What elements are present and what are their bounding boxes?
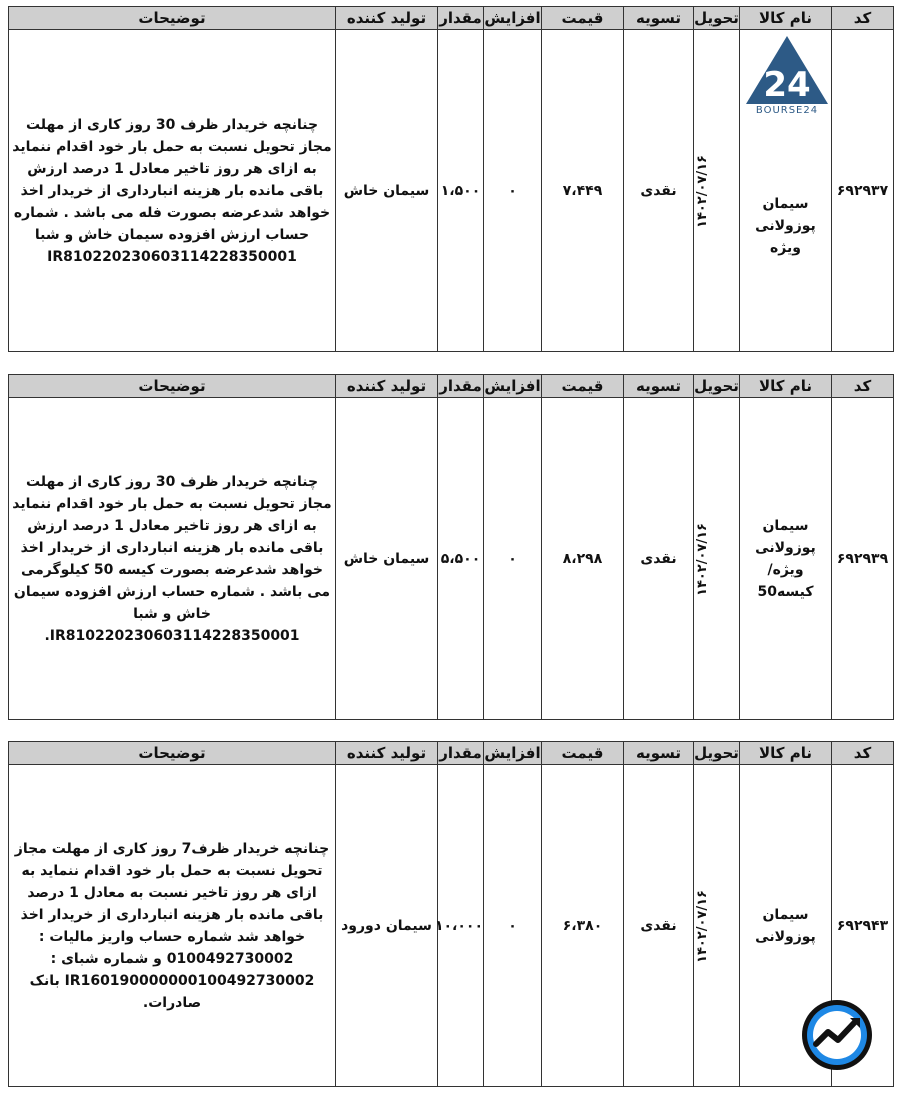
cell-increase: ۰ (484, 30, 542, 352)
header-price: قیمت (542, 7, 624, 30)
cell-price: ۶،۳۸۰ (542, 765, 624, 1087)
cell-settlement: نقدی (624, 398, 694, 720)
header-delivery: تحویل (694, 375, 740, 398)
cell-price: ۷،۴۴۹ (542, 30, 624, 352)
cell-name: سیمان پوزولانی ویژه/کیسه50 (740, 398, 832, 720)
cell-quantity: ۱۰،۰۰۰ (438, 765, 484, 1087)
header-name: نام کالا (740, 742, 832, 765)
cell-producer: سیمان دورود (336, 765, 438, 1087)
header-code: کد (832, 375, 894, 398)
cell-delivery (694, 30, 740, 352)
header-description: توضیحات (9, 375, 336, 398)
cell-description: چنانچه خریدار ظرف7 روز کاری از مهلت مجاز تحویل نسبت به حمل بار خود اقدام ننماید به ازای هر روز تاخیر نسبت به معادل 1 درصد باقی مانده بار هزینه انبارداری از خریدار اخذ خواهد شد شماره حساب واریز مالیات : 0100492730002 و شماره شبای : IR160190000000100492730002 بانک صادرات. (9, 765, 336, 1087)
header-name: نام کالا (740, 7, 832, 30)
header-quantity: مقدار (438, 742, 484, 765)
bourse24-mark-icon (742, 32, 832, 110)
cell-description: چنانچه خریدار ظرف 30 روز کاری از مهلت مجاز تحویل نسبت به حمل بار خود اقدام ننماید به ازای هر روز تاخیر معادل 1 درصد ارزش باقی مانده بار هزینه انبارداری از خریدار اخذ خواهد شدعرضه بصورت فله می باشد . شماره حساب ارزش افزوده سیمان خاش و شبا IR810220230603114228350001 (9, 30, 336, 352)
header-delivery: تحویل (694, 7, 740, 30)
header-increase: افزایش (484, 375, 542, 398)
table-header (9, 742, 894, 765)
cell-quantity: ۵،۵۰۰ (438, 398, 484, 720)
header-settlement: تسویه (624, 375, 694, 398)
table-header (9, 7, 894, 30)
table-row (9, 398, 894, 720)
header-code: کد (832, 7, 894, 30)
cell-price: ۸،۲۹۸ (542, 398, 624, 720)
table-row (9, 30, 894, 352)
cell-code: ۶۹۲۹۳۷ (832, 30, 894, 352)
header-producer: تولید کننده (336, 7, 438, 30)
header-description: توضیحات (9, 7, 336, 30)
cell-settlement: نقدی (624, 30, 694, 352)
offer-table-1 (8, 6, 894, 352)
cell-name-text: سیمان پوزولانی ویژه (755, 195, 816, 256)
header-settlement: تسویه (624, 742, 694, 765)
bourse24-mark-text: 24 (763, 65, 811, 105)
cell-producer: سیمان خاش (336, 30, 438, 352)
header-settlement: تسویه (624, 7, 694, 30)
trend-logo-icon (800, 998, 874, 1072)
header-quantity: مقدار (438, 375, 484, 398)
cell-delivery (694, 765, 740, 1087)
header-increase: افزایش (484, 7, 542, 30)
delivery-date: ۱۴۰۲/۰۷/۱۶ (695, 522, 711, 596)
header-quantity: مقدار (438, 7, 484, 30)
bourse24-logo-text: BOURSE24 (755, 105, 819, 116)
cell-description: چنانچه خریدار ظرف 30 روز کاری از مهلت مجاز تحویل نسبت به حمل بار خود اقدام ننماید به ازای هر روز تاخیر معادل 1 درصد ارزش باقی مانده بار هزینه انبارداری از خریدار اخذ خواهد شدعرضه بصورت کیسه 50 کیلوگرمی می باشد . شماره حساب ارزش افزوده سیمان خاش و شبا IR810220230603114228350001. (9, 398, 336, 720)
offer-table-3 (8, 741, 894, 1087)
cell-code: ۶۹۲۹۳۹ (832, 398, 894, 720)
cell-settlement: نقدی (624, 765, 694, 1087)
delivery-date: ۱۴۰۲/۰۷/۱۶ (695, 154, 711, 228)
cell-delivery (694, 398, 740, 720)
cell-name (740, 30, 832, 352)
table-header (9, 375, 894, 398)
header-producer: تولید کننده (336, 742, 438, 765)
header-producer: تولید کننده (336, 375, 438, 398)
header-increase: افزایش (484, 742, 542, 765)
bourse24-logo (742, 32, 832, 122)
header-price: قیمت (542, 375, 624, 398)
delivery-date: ۱۴۰۲/۰۷/۱۶ (695, 889, 711, 963)
header-name: نام کالا (740, 375, 832, 398)
offer-table-2 (8, 374, 894, 720)
cell-name: سیمان پوزولانی (740, 765, 832, 1087)
header-delivery: تحویل (694, 742, 740, 765)
header-code: کد (832, 742, 894, 765)
header-price: قیمت (542, 742, 624, 765)
table-row (9, 765, 894, 1087)
cell-producer: سیمان خاش (336, 398, 438, 720)
cell-increase: ۰ (484, 765, 542, 1087)
header-description: توضیحات (9, 742, 336, 765)
cell-increase: ۰ (484, 398, 542, 720)
cell-code: ۶۹۲۹۴۳ (832, 765, 894, 1087)
cell-quantity: ۱،۵۰۰ (438, 30, 484, 352)
